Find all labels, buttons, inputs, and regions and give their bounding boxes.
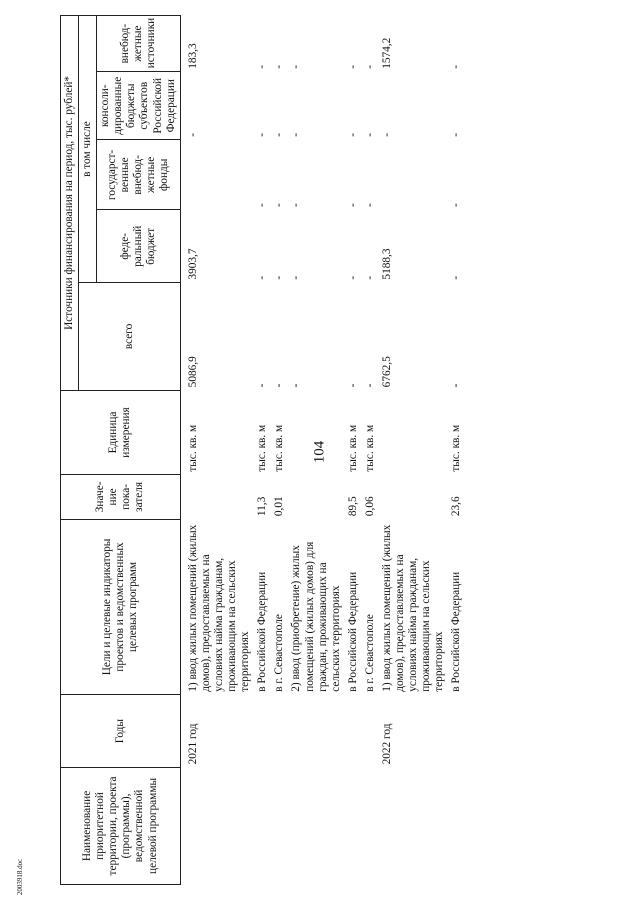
cell-state-funds bbox=[379, 140, 448, 210]
cell-extrabudget: - bbox=[273, 65, 286, 69]
cell-state-funds: - bbox=[363, 203, 376, 207]
cell-state-funds: - bbox=[256, 203, 269, 207]
header-consolidated: консоли-дированные бюджеты субъектов Российской Федерации bbox=[97, 72, 181, 140]
footer-file-code: 2003918.doc bbox=[16, 858, 24, 896]
cell-year bbox=[254, 695, 271, 768]
cell-total: 5086,9 bbox=[186, 356, 199, 388]
cell-total: - bbox=[346, 383, 359, 388]
cell-year bbox=[362, 695, 379, 768]
cell-value: 89,5 bbox=[346, 496, 359, 517]
table-body bbox=[180, 16, 465, 885]
header-years: Годы bbox=[61, 695, 181, 768]
cell-unit: тыс. кв. м bbox=[256, 424, 269, 472]
table-row bbox=[271, 16, 288, 885]
header-state-funds: государст-венные внебюд-жетные фонды bbox=[97, 140, 181, 210]
cell-unit: тыс. кв. м bbox=[346, 424, 359, 472]
cell-year: 2021 год bbox=[186, 723, 199, 765]
cell-name bbox=[254, 767, 271, 884]
cell-federal: - bbox=[256, 275, 269, 280]
cell-unit: тыс. кв. м bbox=[363, 424, 376, 472]
cell-total: 6762,5 bbox=[380, 356, 393, 388]
cell-consolidated: - bbox=[363, 132, 376, 137]
cell-value bbox=[379, 475, 448, 520]
cell-year: 2022 год bbox=[380, 723, 393, 765]
cell-total: - bbox=[363, 383, 376, 388]
cell-unit: тыс. кв. м bbox=[186, 424, 199, 472]
cell-value: 23,6 bbox=[450, 496, 463, 517]
cell-goal: в г. Севастополе bbox=[363, 614, 376, 692]
table-header bbox=[61, 16, 181, 885]
cell-name bbox=[345, 767, 362, 884]
cell-name bbox=[180, 767, 254, 884]
financing-table bbox=[60, 15, 466, 885]
cell-consolidated: - bbox=[186, 132, 199, 137]
cell-total: - bbox=[256, 383, 269, 388]
cell-value: 0,06 bbox=[363, 496, 376, 517]
cell-consolidated: - bbox=[346, 132, 359, 137]
cell-federal: 3903,7 bbox=[186, 248, 199, 280]
cell-value bbox=[180, 475, 254, 520]
table-row bbox=[254, 16, 271, 885]
cell-consolidated: - bbox=[380, 132, 393, 137]
cell-name bbox=[288, 767, 344, 884]
cell-state-funds: - bbox=[450, 203, 463, 207]
header-federal: феде-ральный бюджет bbox=[97, 210, 181, 283]
cell-unit: тыс. кв. м bbox=[450, 424, 463, 472]
cell-year bbox=[345, 695, 362, 768]
cell-extrabudget: - bbox=[363, 65, 376, 69]
cell-extrabudget: 1574,2 bbox=[380, 37, 393, 69]
cell-name bbox=[271, 767, 288, 884]
cell-goal: в Российской Федерации bbox=[450, 571, 463, 692]
header-goals: Цели и целевые индикаторы проектов и ведомственных целевых программ bbox=[61, 519, 181, 695]
cell-unit bbox=[379, 390, 448, 474]
cell-goal: 1) ввод жилых помещений (жилых домов), предоставляемых на условиях найма гражданам, проживающим на сельских территориях bbox=[380, 524, 446, 692]
cell-value: 11,3 bbox=[256, 496, 269, 517]
page-number: 104 bbox=[311, 440, 328, 464]
cell-value bbox=[288, 475, 344, 520]
cell-consolidated: - bbox=[290, 132, 303, 137]
rotated-page-content bbox=[60, 15, 580, 885]
cell-extrabudget: 183,3 bbox=[186, 43, 199, 69]
cell-name bbox=[448, 767, 465, 884]
table-row bbox=[180, 16, 254, 885]
cell-state-funds: - bbox=[290, 203, 303, 207]
cell-consolidated: - bbox=[256, 132, 269, 137]
cell-state-funds: - bbox=[273, 203, 286, 207]
cell-name bbox=[362, 767, 379, 884]
header-unit: Единица измерения bbox=[61, 390, 181, 474]
cell-federal: - bbox=[346, 275, 359, 280]
cell-total: - bbox=[290, 383, 303, 388]
cell-extrabudget: - bbox=[256, 65, 269, 69]
cell-consolidated: - bbox=[450, 132, 463, 137]
cell-goal: в Российской Федерации bbox=[256, 571, 269, 692]
cell-federal: - bbox=[450, 275, 463, 280]
header-value: Значе-ние пока-зателя bbox=[61, 475, 181, 520]
cell-total: - bbox=[273, 383, 286, 388]
cell-extrabudget: - bbox=[290, 65, 303, 69]
cell-goal: 2) ввод (приобретение) жилых помещений (жилых домов) для граждан, проживающих на сельских территориях bbox=[290, 541, 342, 692]
cell-extrabudget: - bbox=[346, 65, 359, 69]
cell-year bbox=[448, 695, 465, 768]
cell-goal: в Российской Федерации bbox=[346, 571, 359, 692]
cell-goal: 1) ввод жилых помещений (жилых домов), предоставляемых на условиях найма гражданам, проживающим на сельских территориях bbox=[186, 524, 252, 692]
cell-year bbox=[271, 695, 288, 768]
cell-federal: - bbox=[273, 275, 286, 280]
header-name: Наименование приоритетной территории, проекта (программы), ведомственной целевой программы bbox=[61, 767, 181, 884]
cell-unit bbox=[288, 390, 344, 474]
cell-goal: в г. Севастополе bbox=[273, 614, 286, 692]
cell-name bbox=[379, 767, 448, 884]
cell-consolidated: - bbox=[273, 132, 286, 137]
header-extrabudget: внебюд-жетные источники bbox=[97, 16, 181, 72]
header-including: в том числе bbox=[79, 16, 97, 283]
cell-federal: - bbox=[290, 275, 303, 280]
table-row bbox=[448, 16, 465, 885]
header-total: всего bbox=[79, 283, 181, 391]
cell-state-funds: - bbox=[346, 203, 359, 207]
table-row bbox=[345, 16, 362, 885]
cell-unit: тыс. кв. м bbox=[273, 424, 286, 472]
table-row bbox=[362, 16, 379, 885]
cell-extrabudget: - bbox=[450, 65, 463, 69]
cell-year bbox=[288, 695, 344, 768]
cell-state-funds bbox=[180, 140, 254, 210]
header-sources: Источники финансирования на период, тыс. рублей* bbox=[61, 16, 79, 391]
table-row bbox=[288, 16, 344, 885]
cell-federal: 5188,3 bbox=[380, 248, 393, 280]
cell-federal: - bbox=[363, 275, 376, 280]
table-row bbox=[379, 16, 448, 885]
cell-total: - bbox=[450, 383, 463, 388]
cell-value: 0,01 bbox=[273, 496, 286, 517]
